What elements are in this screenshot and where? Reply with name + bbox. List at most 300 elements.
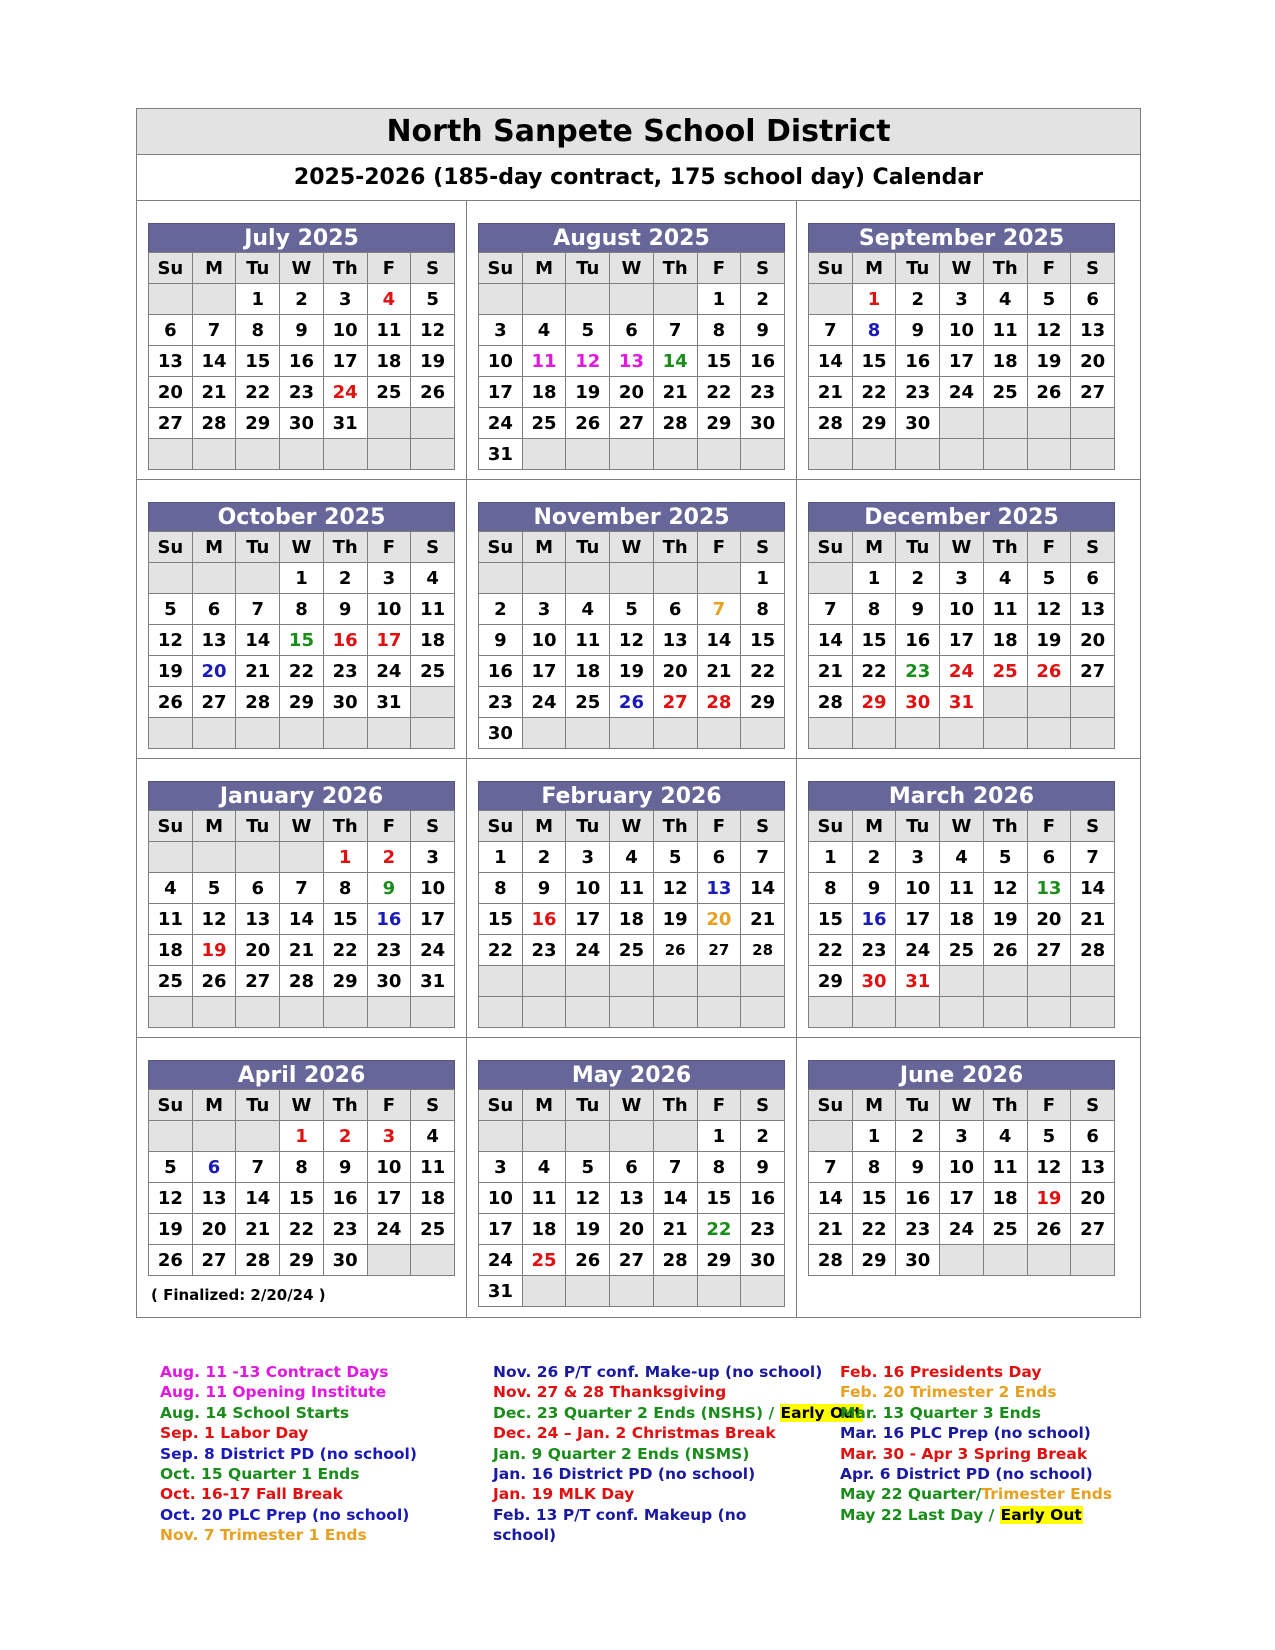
weekday-label: W <box>610 532 654 563</box>
day-cell: 29 <box>280 687 324 718</box>
month-title: July 2025 <box>148 223 455 252</box>
day-cell: 17 <box>367 625 411 656</box>
day-cell: 14 <box>236 625 280 656</box>
legend-item <box>160 1464 417 1484</box>
day-cell: 4 <box>522 315 566 346</box>
day-cell: 9 <box>522 873 566 904</box>
day-cell: 15 <box>809 904 853 935</box>
day-cell: 11 <box>566 625 610 656</box>
day-cell: 4 <box>149 873 193 904</box>
weekday-label: M <box>192 811 236 842</box>
day-cell: 5 <box>192 873 236 904</box>
empty-day-cell <box>522 997 566 1028</box>
empty-day-cell <box>983 718 1027 749</box>
day-cell: 2 <box>323 563 367 594</box>
day-cell: 28 <box>236 687 280 718</box>
day-cell: 12 <box>1027 594 1071 625</box>
day-cell: 7 <box>236 594 280 625</box>
empty-day-cell <box>741 439 785 470</box>
day-cell: 8 <box>809 873 853 904</box>
day-cell: 8 <box>479 873 523 904</box>
empty-day-cell <box>697 563 741 594</box>
weekday-label: S <box>741 1090 785 1121</box>
legend-item <box>493 1382 863 1402</box>
day-cell: 11 <box>522 1183 566 1214</box>
day-cell: 23 <box>323 1214 367 1245</box>
legend-text: Jan. 9 Quarter 2 Ends (NSMS) <box>493 1444 750 1463</box>
day-cell: 8 <box>697 315 741 346</box>
empty-day-cell <box>610 1121 654 1152</box>
day-cell: 20 <box>653 656 697 687</box>
day-cell: 31 <box>411 966 455 997</box>
day-cell: 1 <box>852 1121 896 1152</box>
legend-item <box>493 1403 863 1423</box>
legend-item <box>160 1403 417 1423</box>
day-cell: 17 <box>479 377 523 408</box>
day-cell: 5 <box>149 1152 193 1183</box>
empty-day-cell <box>411 718 455 749</box>
weekday-label: F <box>367 811 411 842</box>
day-cell: 26 <box>610 687 654 718</box>
day-cell: 7 <box>236 1152 280 1183</box>
legend-text: Sep. 8 District PD (no school) <box>160 1444 417 1463</box>
month-title: October 2025 <box>148 502 455 531</box>
empty-day-cell <box>1027 997 1071 1028</box>
day-cell: 25 <box>522 1245 566 1276</box>
empty-day-cell <box>809 563 853 594</box>
weekday-label: M <box>852 253 896 284</box>
day-cell: 28 <box>809 1245 853 1276</box>
empty-day-cell <box>479 1121 523 1152</box>
day-cell: 9 <box>852 873 896 904</box>
day-cell: 12 <box>1027 1152 1071 1183</box>
day-cell: 8 <box>280 594 324 625</box>
day-cell: 14 <box>192 346 236 377</box>
day-cell: 3 <box>896 842 940 873</box>
month-cell <box>467 201 797 480</box>
empty-day-cell <box>367 408 411 439</box>
day-cell: 18 <box>522 377 566 408</box>
legend <box>160 1362 1160 1562</box>
day-cell: 25 <box>983 656 1027 687</box>
day-cell: 27 <box>192 687 236 718</box>
day-cell: 18 <box>983 346 1027 377</box>
empty-day-cell <box>522 718 566 749</box>
empty-day-cell <box>983 408 1027 439</box>
empty-day-cell <box>192 718 236 749</box>
weekday-label: Su <box>809 253 853 284</box>
day-cell: 21 <box>809 377 853 408</box>
empty-day-cell <box>653 284 697 315</box>
day-cell: 28 <box>280 966 324 997</box>
weekday-label: W <box>280 253 324 284</box>
day-cell: 6 <box>697 842 741 873</box>
empty-day-cell <box>566 966 610 997</box>
day-cell: 21 <box>236 656 280 687</box>
day-cell: 3 <box>367 1121 411 1152</box>
weekday-label: W <box>940 532 984 563</box>
day-cell: 10 <box>896 873 940 904</box>
legend-text: Nov. 7 Trimester 1 Ends <box>160 1526 367 1545</box>
day-cell: 13 <box>1071 1152 1115 1183</box>
day-cell: 23 <box>741 377 785 408</box>
weekday-label: Tu <box>566 811 610 842</box>
day-cell: 4 <box>983 1121 1027 1152</box>
weekday-label: S <box>411 532 455 563</box>
weekday-label: M <box>192 253 236 284</box>
empty-day-cell <box>983 997 1027 1028</box>
day-cell: 15 <box>741 625 785 656</box>
weekday-label: Su <box>479 253 523 284</box>
day-cell: 7 <box>280 873 324 904</box>
empty-day-cell <box>697 718 741 749</box>
empty-day-cell <box>1027 718 1071 749</box>
legend-text: Jan. 19 MLK Day <box>493 1485 635 1504</box>
empty-day-cell <box>566 997 610 1028</box>
day-cell: 3 <box>411 842 455 873</box>
day-cell: 3 <box>522 594 566 625</box>
day-cell: 28 <box>741 935 785 966</box>
legend-item <box>160 1484 417 1504</box>
day-cell: 24 <box>367 1214 411 1245</box>
empty-day-cell <box>610 563 654 594</box>
weekday-label: Su <box>479 1090 523 1121</box>
legend-text: Sep. 1 Labor Day <box>160 1424 309 1443</box>
weekday-label: M <box>192 532 236 563</box>
day-cell: 14 <box>1071 873 1115 904</box>
weekday-label: Su <box>809 532 853 563</box>
empty-day-cell <box>367 718 411 749</box>
empty-day-cell <box>280 842 324 873</box>
empty-day-cell <box>236 997 280 1028</box>
month-calendar <box>478 781 785 1028</box>
month-table <box>808 252 1115 470</box>
month-title: September 2025 <box>808 223 1115 252</box>
day-cell: 10 <box>566 873 610 904</box>
empty-day-cell <box>323 718 367 749</box>
day-cell: 29 <box>323 966 367 997</box>
day-cell: 18 <box>522 1214 566 1245</box>
empty-day-cell <box>610 439 654 470</box>
weekday-label: W <box>940 811 984 842</box>
weekday-label: W <box>610 253 654 284</box>
weekday-label: W <box>280 1090 324 1121</box>
day-cell: 15 <box>479 904 523 935</box>
weekday-label: Th <box>323 253 367 284</box>
day-cell: 23 <box>896 656 940 687</box>
legend-text: May 22 Quarter/ <box>840 1485 982 1504</box>
day-cell: 14 <box>809 346 853 377</box>
day-cell: 21 <box>236 1214 280 1245</box>
day-cell: 13 <box>610 346 654 377</box>
day-cell: 16 <box>323 1183 367 1214</box>
day-cell: 6 <box>1071 284 1115 315</box>
empty-day-cell <box>522 563 566 594</box>
legend-item <box>493 1484 863 1504</box>
empty-day-cell <box>653 439 697 470</box>
day-cell: 11 <box>983 1152 1027 1183</box>
day-cell: 29 <box>697 408 741 439</box>
legend-item <box>160 1525 417 1545</box>
day-cell: 1 <box>852 563 896 594</box>
empty-day-cell <box>1071 1245 1115 1276</box>
day-cell: 30 <box>741 1245 785 1276</box>
day-cell: 22 <box>280 1214 324 1245</box>
day-cell: 16 <box>741 346 785 377</box>
weekday-label: W <box>610 1090 654 1121</box>
weekday-label: F <box>697 253 741 284</box>
empty-day-cell <box>522 966 566 997</box>
legend-text: Aug. 11 -13 Contract Days <box>160 1363 389 1381</box>
empty-day-cell <box>566 439 610 470</box>
day-cell: 16 <box>852 904 896 935</box>
legend-text: May 22 Last Day / <box>840 1505 1000 1524</box>
day-cell: 25 <box>983 377 1027 408</box>
day-cell: 30 <box>741 408 785 439</box>
month-cell <box>797 201 1140 480</box>
day-cell: 25 <box>566 687 610 718</box>
empty-day-cell <box>852 997 896 1028</box>
day-cell: 12 <box>566 346 610 377</box>
empty-day-cell <box>697 1276 741 1307</box>
day-cell: 29 <box>852 687 896 718</box>
month-calendar <box>808 781 1115 1028</box>
day-cell: 10 <box>367 594 411 625</box>
day-cell: 14 <box>653 346 697 377</box>
day-cell: 30 <box>852 966 896 997</box>
day-cell: 23 <box>896 377 940 408</box>
weekday-label: F <box>1027 1090 1071 1121</box>
weekday-label: Th <box>983 532 1027 563</box>
empty-day-cell <box>1027 687 1071 718</box>
day-cell: 30 <box>280 408 324 439</box>
day-cell: 15 <box>280 625 324 656</box>
day-cell: 14 <box>741 873 785 904</box>
day-cell: 26 <box>566 1245 610 1276</box>
day-cell: 26 <box>653 935 697 966</box>
empty-day-cell <box>697 997 741 1028</box>
day-cell: 4 <box>983 563 1027 594</box>
day-cell: 28 <box>192 408 236 439</box>
weekday-label: Su <box>149 1090 193 1121</box>
weekday-label: Th <box>653 253 697 284</box>
day-cell: 9 <box>896 315 940 346</box>
day-cell: 14 <box>809 1183 853 1214</box>
day-cell: 25 <box>983 1214 1027 1245</box>
day-cell: 12 <box>566 1183 610 1214</box>
day-cell: 10 <box>940 315 984 346</box>
day-cell: 16 <box>280 346 324 377</box>
day-cell: 7 <box>741 842 785 873</box>
empty-day-cell <box>852 439 896 470</box>
empty-day-cell <box>280 439 324 470</box>
day-cell: 23 <box>852 935 896 966</box>
day-cell: 12 <box>149 625 193 656</box>
weekday-label: Th <box>653 532 697 563</box>
legend-item <box>840 1484 1112 1504</box>
month-calendar <box>808 1060 1115 1276</box>
day-cell: 10 <box>940 594 984 625</box>
day-cell: 20 <box>610 377 654 408</box>
empty-day-cell <box>653 563 697 594</box>
month-cell <box>797 759 1140 1038</box>
weekday-label: M <box>192 1090 236 1121</box>
day-cell: 8 <box>280 1152 324 1183</box>
weekday-label: M <box>852 1090 896 1121</box>
empty-day-cell <box>367 439 411 470</box>
empty-day-cell <box>1071 408 1115 439</box>
day-cell: 31 <box>479 1276 523 1307</box>
legend-item <box>493 1423 863 1443</box>
legend-text: Mar. 16 PLC Prep (no school) <box>840 1424 1091 1443</box>
day-cell: 8 <box>236 315 280 346</box>
weekday-label: M <box>522 532 566 563</box>
day-cell: 2 <box>741 1121 785 1152</box>
day-cell: 24 <box>522 687 566 718</box>
day-cell: 29 <box>741 687 785 718</box>
day-cell: 11 <box>522 346 566 377</box>
day-cell: 13 <box>1071 594 1115 625</box>
day-cell: 15 <box>236 346 280 377</box>
empty-day-cell <box>940 997 984 1028</box>
day-cell: 21 <box>741 904 785 935</box>
day-cell: 24 <box>940 1214 984 1245</box>
day-cell: 7 <box>192 315 236 346</box>
month-calendar <box>148 781 455 1028</box>
weekday-label: F <box>1027 532 1071 563</box>
legend-item <box>493 1464 863 1484</box>
day-cell: 31 <box>323 408 367 439</box>
weekday-label: F <box>367 253 411 284</box>
weekday-label: F <box>1027 811 1071 842</box>
day-cell: 24 <box>566 935 610 966</box>
weekday-label: W <box>940 253 984 284</box>
legend-text: Nov. 27 & 28 Thanksgiving <box>493 1383 727 1402</box>
legend-item <box>840 1362 1112 1382</box>
day-cell: 5 <box>1027 284 1071 315</box>
empty-day-cell <box>1071 439 1115 470</box>
day-cell: 7 <box>1071 842 1115 873</box>
legend-text: Nov. 26 P/T conf. Make-up (no school) <box>493 1363 823 1381</box>
empty-day-cell <box>192 842 236 873</box>
day-cell: 23 <box>479 687 523 718</box>
day-cell: 18 <box>983 1183 1027 1214</box>
empty-day-cell <box>653 966 697 997</box>
day-cell: 2 <box>367 842 411 873</box>
day-cell: 13 <box>697 873 741 904</box>
legend-column-1 <box>160 1362 417 1546</box>
page-subtitle: 2025-2026 (185-day contract, 175 school day) Calendar <box>137 155 1140 201</box>
day-cell: 13 <box>192 1183 236 1214</box>
day-cell: 1 <box>236 284 280 315</box>
empty-day-cell <box>236 718 280 749</box>
day-cell: 13 <box>653 625 697 656</box>
day-cell: 19 <box>1027 1183 1071 1214</box>
day-cell: 22 <box>741 656 785 687</box>
day-cell: 26 <box>1027 1214 1071 1245</box>
month-table <box>148 1089 455 1276</box>
weekday-label: W <box>610 811 654 842</box>
day-cell: 21 <box>809 1214 853 1245</box>
day-cell: 14 <box>809 625 853 656</box>
empty-day-cell <box>1027 439 1071 470</box>
day-cell: 10 <box>479 346 523 377</box>
day-cell: 28 <box>653 408 697 439</box>
day-cell: 31 <box>367 687 411 718</box>
legend-item <box>840 1423 1112 1443</box>
month-calendar <box>478 502 785 749</box>
month-title: March 2026 <box>808 781 1115 810</box>
day-cell: 19 <box>149 1214 193 1245</box>
day-cell: 25 <box>940 935 984 966</box>
day-cell: 16 <box>367 904 411 935</box>
day-cell: 27 <box>1071 1214 1115 1245</box>
day-cell: 18 <box>367 346 411 377</box>
empty-day-cell <box>809 1121 853 1152</box>
day-cell: 9 <box>741 315 785 346</box>
day-cell: 18 <box>411 625 455 656</box>
empty-day-cell <box>566 718 610 749</box>
weekday-label: F <box>697 532 741 563</box>
day-cell: 13 <box>610 1183 654 1214</box>
day-cell: 18 <box>940 904 984 935</box>
empty-day-cell <box>236 842 280 873</box>
empty-day-cell <box>522 439 566 470</box>
day-cell: 24 <box>411 935 455 966</box>
day-cell: 2 <box>522 842 566 873</box>
month-calendar <box>148 502 455 749</box>
legend-item <box>493 1362 863 1382</box>
empty-day-cell <box>610 997 654 1028</box>
empty-day-cell <box>1027 1245 1071 1276</box>
empty-day-cell <box>192 997 236 1028</box>
day-cell: 23 <box>741 1214 785 1245</box>
day-cell: 22 <box>479 935 523 966</box>
weekday-label: M <box>522 1090 566 1121</box>
day-cell: 4 <box>411 1121 455 1152</box>
day-cell: 19 <box>192 935 236 966</box>
empty-day-cell <box>896 439 940 470</box>
empty-day-cell <box>522 284 566 315</box>
empty-day-cell <box>479 966 523 997</box>
day-cell: 19 <box>566 377 610 408</box>
weekday-label: F <box>367 1090 411 1121</box>
day-cell: 15 <box>280 1183 324 1214</box>
day-cell: 1 <box>741 563 785 594</box>
legend-text: Aug. 11 Opening Institute <box>160 1383 387 1402</box>
month-cell <box>137 201 467 480</box>
day-cell: 1 <box>323 842 367 873</box>
empty-day-cell <box>1027 966 1071 997</box>
day-cell: 27 <box>653 687 697 718</box>
day-cell: 26 <box>149 1245 193 1276</box>
weekday-label: Su <box>479 532 523 563</box>
day-cell: 16 <box>896 625 940 656</box>
day-cell: 24 <box>479 1245 523 1276</box>
month-table <box>478 531 785 749</box>
day-cell: 10 <box>323 315 367 346</box>
day-cell: 8 <box>323 873 367 904</box>
empty-day-cell <box>653 1276 697 1307</box>
day-cell: 28 <box>809 687 853 718</box>
weekday-label: Su <box>809 811 853 842</box>
day-cell: 13 <box>149 346 193 377</box>
empty-day-cell <box>1071 687 1115 718</box>
day-cell: 2 <box>852 842 896 873</box>
weekday-label: Su <box>149 253 193 284</box>
day-cell: 10 <box>522 625 566 656</box>
empty-day-cell <box>809 997 853 1028</box>
